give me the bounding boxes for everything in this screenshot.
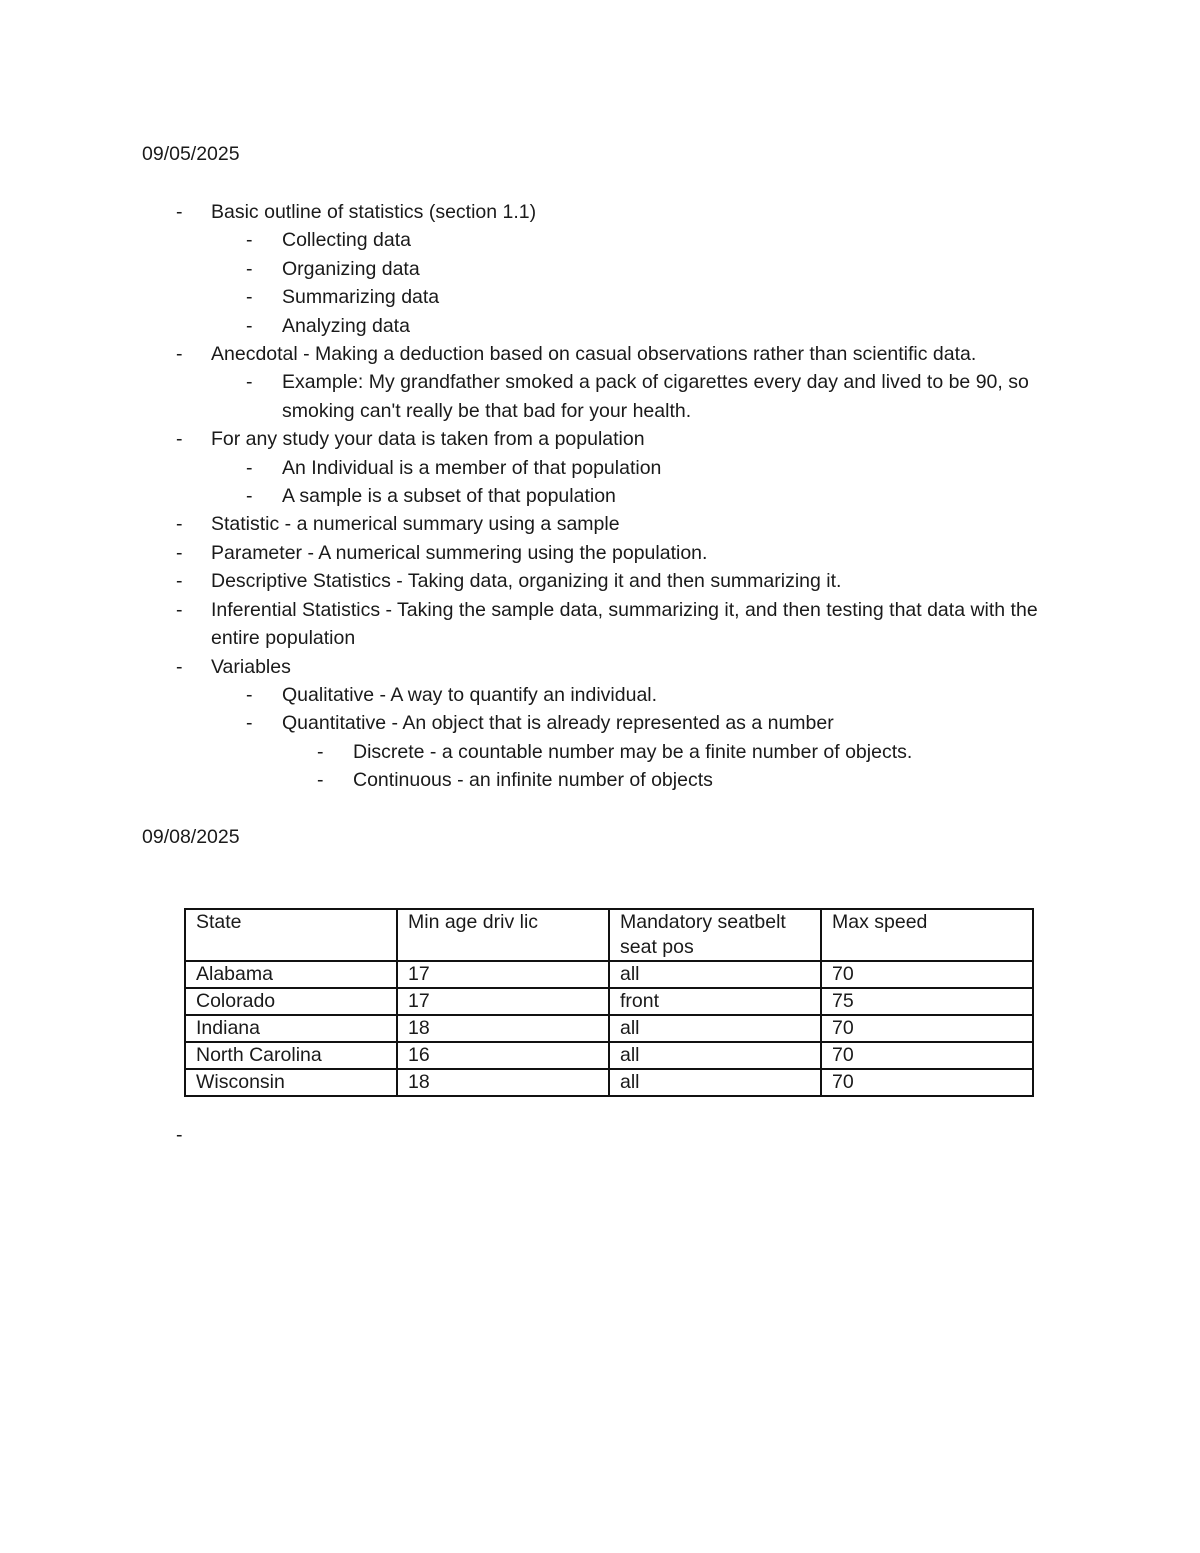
bullet-dash: - (176, 513, 183, 536)
list-item-text: Variables (211, 655, 291, 678)
list-item-text: Analyzing data (282, 314, 410, 337)
table-cell: all (609, 1042, 821, 1069)
table-header-cell: Min age driv lic (397, 909, 609, 961)
table-cell: 16 (397, 1042, 609, 1069)
table-cell: 17 (397, 988, 609, 1015)
table-cell: 18 (397, 1069, 609, 1096)
list-item-text: Summarizing data (282, 286, 440, 309)
list-item-text: Quantitative - An object that is already represented as a number (282, 712, 834, 735)
list-item-text: An Individual is a member of that population (282, 456, 662, 479)
table-row (185, 988, 1033, 1015)
list-item (0, 340, 1200, 368)
table-cell: 18 (397, 1015, 609, 1042)
table-row (185, 961, 1033, 988)
list-item (0, 255, 1200, 283)
list-item-text: Continuous - an infinite number of objects (353, 769, 713, 792)
table-cell: 17 (397, 961, 609, 988)
bullet-dash: - (246, 712, 253, 735)
list-item-text: Organizing data (282, 257, 420, 280)
list-item (0, 226, 1200, 254)
bullet-dash: - (246, 314, 253, 337)
bullet-dash: - (176, 598, 183, 621)
empty-bullet: - (176, 1124, 183, 1146)
bullet-dash: - (246, 456, 253, 479)
table-cell: all (609, 1015, 821, 1042)
list-item (0, 368, 1200, 425)
list-item (0, 596, 1200, 653)
bullet-dash: - (176, 570, 183, 593)
bullet-dash: - (317, 740, 324, 763)
list-item-text: Basic outline of statistics (section 1.1) (211, 201, 537, 223)
list-item-text: Statistic - a numerical summary using a sample (211, 513, 620, 536)
table-cell: front (609, 988, 821, 1015)
list-item (0, 567, 1200, 595)
list-item-text: For any study your data is taken from a population (211, 428, 645, 451)
list-item-text: A sample is a subset of that population (282, 485, 616, 508)
table-cell: Alabama (185, 961, 397, 988)
table-cell: 70 (821, 961, 1033, 988)
table-header-row (185, 909, 1033, 961)
table-cell: 70 (821, 1042, 1033, 1069)
list-item-text: Discrete - a countable number may be a finite number of objects. (353, 740, 913, 763)
list-item (0, 738, 1200, 766)
table-cell: 75 (821, 988, 1033, 1015)
list-item (0, 482, 1200, 510)
bullet-dash: - (317, 769, 324, 792)
table-header-cell: State (185, 909, 397, 961)
list-item (0, 454, 1200, 482)
list-item-text: Inferential Statistics - Taking the sample data, summarizing it, and then testing that data with the entire population (211, 598, 1038, 650)
list-item (0, 198, 1200, 226)
list-item (0, 510, 1200, 538)
list-item-text: Anecdotal - Making a deduction based on casual observations rather than scientific data. (211, 343, 977, 366)
list-item (0, 425, 1200, 453)
list-item-text: Parameter - A numerical summering using the population. (211, 541, 708, 564)
list-item (0, 681, 1200, 709)
list-item-text: Qualitative - A way to quantify an individual. (282, 683, 658, 706)
table-cell: North Carolina (185, 1042, 397, 1069)
table-header-cell: Max speed (821, 909, 1033, 961)
state-driving-table (184, 908, 1034, 1097)
bullet-dash: - (176, 343, 183, 366)
list-item (0, 283, 1200, 311)
list-item (0, 653, 1200, 681)
table-row (185, 1015, 1033, 1042)
bullet-dash: - (176, 428, 183, 451)
table-cell: Colorado (185, 988, 397, 1015)
list-item (0, 539, 1200, 567)
bullet-dash: - (246, 683, 253, 706)
table-cell: Indiana (185, 1015, 397, 1042)
notes-outline (0, 198, 1200, 795)
bullet-dash: - (246, 485, 253, 508)
bullet-dash: - (246, 371, 253, 394)
list-item (0, 766, 1200, 794)
list-item-text: Example: My grandfather smoked a pack of cigarettes every day and lived to be 90, so smoking can't really be that bad for your health. (282, 371, 1029, 422)
section-date: 09/08/2025 (142, 826, 240, 848)
bullet-dash: - (176, 541, 183, 564)
table-row (185, 1069, 1033, 1096)
list-item (0, 709, 1200, 737)
table-cell: 70 (821, 1069, 1033, 1096)
bullet-dash: - (246, 286, 253, 309)
bullet-dash: - (176, 655, 183, 678)
table-cell: Wisconsin (185, 1069, 397, 1096)
bullet-dash: - (246, 229, 253, 252)
bullet-dash: - (246, 257, 253, 280)
list-item (0, 312, 1200, 340)
table-row (185, 1042, 1033, 1069)
table-cell: all (609, 961, 821, 988)
table-header-cell: Mandatory seatbelt seat pos (609, 909, 821, 961)
list-item-text: Collecting data (282, 229, 411, 252)
table-cell: 70 (821, 1015, 1033, 1042)
table-cell: all (609, 1069, 821, 1096)
section-date: 09/05/2025 (142, 143, 240, 165)
list-item-text: Descriptive Statistics - Taking data, organizing it and then summarizing it. (211, 570, 842, 593)
bullet-dash: - (176, 201, 183, 223)
